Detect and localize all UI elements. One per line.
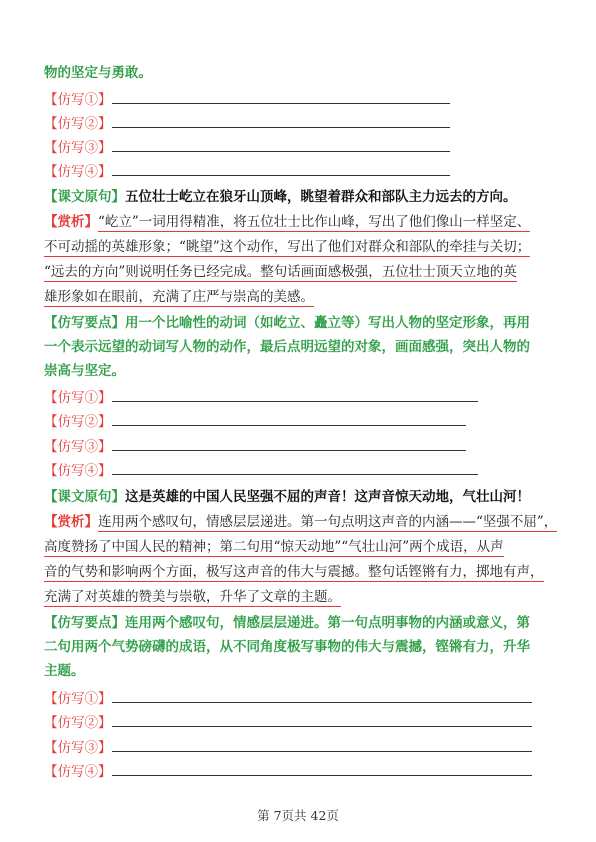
answer-blank[interactable] (112, 412, 466, 426)
analysis-line: 【赏析】“屹立”一词用得精准，将五位壮士比作山峰，写出了他们像山一样坚定、 (44, 214, 531, 230)
analysis-line: 高度赞扬了中国人民的精神；第二句用“惊天动地”“气壮山河”两个成语，从声 (44, 539, 504, 555)
key-points-line: 一个表示远望的动词写人物的动作，最后点明远望的对象，画面感强，突出人物的 (44, 339, 530, 355)
answer-blank[interactable] (112, 689, 532, 703)
practice-line-1 (44, 90, 450, 109)
practice-line-3: 【仿写③】 (44, 437, 466, 456)
original-text: 五位壮士屹立在狼牙山顶峰，眺望着群众和部队主力远去的方向。 (125, 189, 517, 205)
analysis-line: 音的气势和影响两个方面，极写这声音的伟大与震撼。整句话铿锵有力，掷地有声， (44, 564, 544, 580)
answer-blank[interactable] (112, 713, 532, 727)
practice-line-2: 【仿写②】 (44, 412, 466, 431)
continuation-text: 物的坚定与勇敢。 (44, 65, 152, 81)
answer-blank[interactable] (112, 114, 450, 128)
analysis-line: 不可动摇的英雄形象；“眺望”这个动作，写出了他们对群众和部队的牵挂与关切； (44, 239, 531, 255)
practice-label: 【仿写②】 (44, 116, 112, 132)
key-points-line: 【仿写要点】用一个比喻性的动词（如屹立、矗立等）写出人物的坚定形象，再用 (44, 315, 530, 331)
original-sentence-1 (44, 188, 517, 206)
practice-label: 【仿写③】 (44, 140, 112, 156)
analysis-line: 充满了对英雄的赞美与崇敬，升华了文章的主题。 (44, 589, 341, 605)
practice-line-2: 【仿写②】 (44, 713, 532, 732)
key-points-line: 二句用两个气势磅礴的成语，从不同角度极写事物的伟大与震撼，铿锵有力，升华 (44, 639, 530, 655)
analysis-label: 【赏析】 (44, 214, 98, 230)
practice-line-3: 【仿写③】 (44, 738, 532, 757)
key-points-line: 【仿写要点】连用两个感叹句，情感层层递进。第一句点明事物的内涵或意义，第 (44, 615, 530, 631)
analysis-line: 雄形象如在眼前，充满了庄严与崇高的美感。 (44, 289, 314, 305)
practice-line-3 (44, 138, 450, 157)
answer-blank[interactable] (112, 90, 450, 104)
practice-line-1: 【仿写①】 (44, 689, 532, 708)
original-label: 【课文原句】 (44, 189, 125, 205)
answer-blank[interactable] (112, 738, 532, 752)
answer-blank[interactable] (112, 762, 532, 776)
key-points-line: 崇高与坚定。 (44, 363, 125, 379)
analysis-line: “远去的方向”则说明任务已经完成。整句话画面感极强，五位壮士顶天立地的英 (44, 264, 517, 280)
page-footer: 第 7页共 42页 (257, 808, 339, 823)
practice-line-1: 【仿写①】 (44, 388, 478, 407)
practice-line-2 (44, 114, 450, 133)
key-points-line: 主题。 (44, 663, 85, 679)
analysis-line: 【赏析】连用两个感叹句，情感层层递进。第一句点明这声音的内涵——“坚强不屈”， (44, 514, 558, 530)
answer-blank[interactable] (112, 162, 450, 176)
practice-line-4: 【仿写④】 (44, 461, 478, 480)
practice-label: 【仿写①】 (44, 92, 112, 108)
answer-blank[interactable] (112, 388, 478, 402)
answer-blank[interactable] (112, 138, 450, 152)
answer-blank[interactable] (112, 461, 478, 475)
practice-line-4: 【仿写④】 (44, 762, 532, 781)
practice-label: 【仿写④】 (44, 164, 112, 180)
answer-blank[interactable] (112, 437, 466, 451)
original-sentence-2: 【课文原句】这是英雄的中国人民坚强不屈的声音！这声音惊天动地，气壮山河！ (44, 489, 530, 505)
key-points-label: 【仿写要点】 (44, 315, 125, 331)
practice-line-4 (44, 162, 450, 181)
